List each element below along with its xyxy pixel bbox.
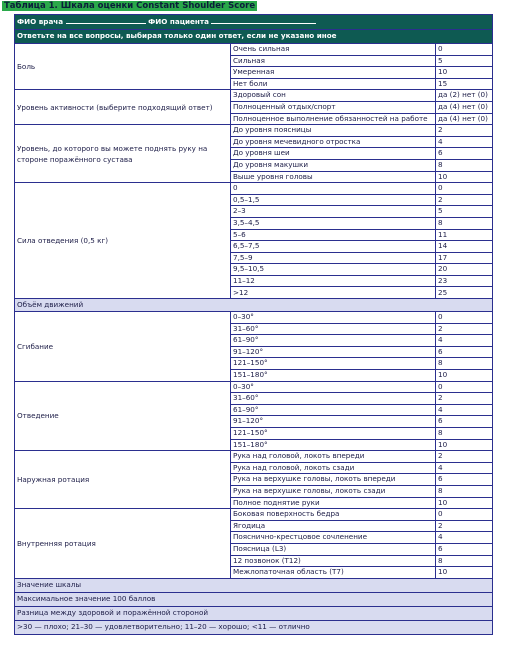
option-label: Боковая поверхность бедра bbox=[231, 509, 436, 521]
option-label: 121–150° bbox=[231, 358, 436, 370]
option-score: 4 bbox=[436, 532, 493, 544]
doctor-label: ФИО врача bbox=[17, 17, 64, 27]
option-label: До уровня поясницы bbox=[231, 125, 436, 137]
category-cell: Боль bbox=[15, 44, 231, 90]
option-score: 20 bbox=[436, 264, 493, 276]
instruction-text: Ответьте на все вопросы, выбирая только один ответ, если не указано иное bbox=[15, 30, 493, 44]
category-cell: Сила отведения (0,5 кг) bbox=[15, 183, 231, 299]
table-row bbox=[15, 183, 493, 195]
option-score: 17 bbox=[436, 252, 493, 264]
option-label: Выше уровня головы bbox=[231, 171, 436, 183]
footer-row bbox=[15, 578, 493, 592]
option-score: 8 bbox=[436, 358, 493, 370]
table-caption: Таблица 1. Шкала оценки Constant Shoulder Score bbox=[4, 1, 256, 11]
option-label: 91–120° bbox=[231, 416, 436, 428]
option-score: 10 bbox=[436, 497, 493, 509]
option-score: 23 bbox=[436, 275, 493, 287]
category-cell: Уровень, до которого вы можете поднять руку на стороне поражённого сустава bbox=[15, 125, 231, 183]
table-row bbox=[15, 44, 493, 56]
option-label: 151–180° bbox=[231, 370, 436, 382]
option-score: 5 bbox=[436, 55, 493, 67]
option-label: Сильная bbox=[231, 55, 436, 67]
option-label: Умеренная bbox=[231, 67, 436, 79]
option-label: 6,5–7,5 bbox=[231, 241, 436, 253]
footer-text: Значение шкалы bbox=[15, 578, 493, 592]
option-label: Рука на верхушке головы, локоть сзади bbox=[231, 485, 436, 497]
option-label: 2–3 bbox=[231, 206, 436, 218]
option-label: Межлопаточная область (T7) bbox=[231, 567, 436, 579]
option-score: 4 bbox=[436, 335, 493, 347]
option-score: 8 bbox=[436, 555, 493, 567]
option-score: 2 bbox=[436, 194, 493, 206]
option-score: 4 bbox=[436, 462, 493, 474]
option-score: 2 bbox=[436, 520, 493, 532]
option-label: Полноценное выполнение обязанностей на работе bbox=[231, 113, 436, 125]
option-label: 61–90° bbox=[231, 335, 436, 347]
option-score: 8 bbox=[436, 159, 493, 171]
table-row bbox=[15, 125, 493, 137]
option-label: Поясница (L3) bbox=[231, 543, 436, 555]
option-label: Очень сильная bbox=[231, 44, 436, 56]
option-score: да (4) нет (0) bbox=[436, 113, 493, 125]
option-label: 7,5–9 bbox=[231, 252, 436, 264]
option-label: Нет боли bbox=[231, 78, 436, 90]
option-score: 8 bbox=[436, 428, 493, 440]
footer-row bbox=[15, 592, 493, 606]
table-row bbox=[15, 451, 493, 463]
option-label: Пояснично-крестцовое сочленение bbox=[231, 532, 436, 544]
option-score: 4 bbox=[436, 404, 493, 416]
option-score: 10 bbox=[436, 370, 493, 382]
option-label: 12 позвонок (T12) bbox=[231, 555, 436, 567]
option-score: 6 bbox=[436, 543, 493, 555]
category-cell: Сгибание bbox=[15, 312, 231, 382]
option-label: 0 bbox=[231, 183, 436, 195]
option-score: 0 bbox=[436, 312, 493, 324]
footer-row bbox=[15, 620, 493, 634]
option-score: 11 bbox=[436, 229, 493, 241]
option-score: 6 bbox=[436, 474, 493, 486]
patient-name-line[interactable] bbox=[211, 16, 316, 24]
option-score: 6 bbox=[436, 148, 493, 160]
option-score: 0 bbox=[436, 44, 493, 56]
constant-score-table bbox=[14, 14, 493, 635]
footer-text: >30 — плохо; 21–30 — удовлетворительно; 11–20 — хорошо; <11 — отлично bbox=[15, 620, 493, 634]
option-score: 4 bbox=[436, 136, 493, 148]
option-score: да (4) нет (0) bbox=[436, 101, 493, 113]
option-score: 8 bbox=[436, 485, 493, 497]
option-score: 2 bbox=[436, 393, 493, 405]
option-label: 0,5–1,5 bbox=[231, 194, 436, 206]
option-label: До уровня макушки bbox=[231, 159, 436, 171]
option-label: 3,5–4,5 bbox=[231, 217, 436, 229]
option-score: 2 bbox=[436, 125, 493, 137]
category-cell: Уровень активности (выберите подходящий ответ) bbox=[15, 90, 231, 125]
footer-row bbox=[15, 606, 493, 620]
category-cell: Отведение bbox=[15, 381, 231, 451]
option-score: 2 bbox=[436, 451, 493, 463]
option-label: 31–60° bbox=[231, 393, 436, 405]
option-label: Рука над головой, локоть сзади bbox=[231, 462, 436, 474]
option-label: До уровня мечевидного отростка bbox=[231, 136, 436, 148]
option-label: До уровня шеи bbox=[231, 148, 436, 160]
doctor-name-line[interactable] bbox=[66, 16, 146, 24]
table-body bbox=[15, 15, 493, 635]
option-score: 5 bbox=[436, 206, 493, 218]
rom-section-title: Объём движений bbox=[15, 299, 493, 312]
option-score: 10 bbox=[436, 67, 493, 79]
option-label: 11–12 bbox=[231, 275, 436, 287]
option-score: 10 bbox=[436, 439, 493, 451]
option-label: Здоровый сон bbox=[231, 90, 436, 102]
header-row-instruction bbox=[15, 30, 493, 44]
option-score: 0 bbox=[436, 183, 493, 195]
rom-section-row bbox=[15, 299, 493, 312]
option-label: Ягодица bbox=[231, 520, 436, 532]
option-score: 10 bbox=[436, 171, 493, 183]
option-score: 8 bbox=[436, 217, 493, 229]
option-label: >12 bbox=[231, 287, 436, 299]
patient-label: ФИО пациента bbox=[148, 17, 209, 27]
option-label: 61–90° bbox=[231, 404, 436, 416]
footer-text: Максимальное значение 100 баллов bbox=[15, 592, 493, 606]
option-score: 25 bbox=[436, 287, 493, 299]
option-score: 2 bbox=[436, 323, 493, 335]
category-cell: Наружная ротация bbox=[15, 451, 231, 509]
option-label: Рука над головой, локоть впереди bbox=[231, 451, 436, 463]
header-names-cell bbox=[15, 15, 493, 30]
header-row-names bbox=[15, 15, 493, 30]
option-label: 31–60° bbox=[231, 323, 436, 335]
option-score: 0 bbox=[436, 381, 493, 393]
option-label: 91–120° bbox=[231, 346, 436, 358]
option-score: 6 bbox=[436, 416, 493, 428]
table-row bbox=[15, 509, 493, 521]
option-label: Полноценный отдых/спорт bbox=[231, 101, 436, 113]
option-score: 14 bbox=[436, 241, 493, 253]
option-score: 10 bbox=[436, 567, 493, 579]
option-label: Полное поднятие руки bbox=[231, 497, 436, 509]
option-label: 0–30° bbox=[231, 312, 436, 324]
option-score: да (2) нет (0) bbox=[436, 90, 493, 102]
option-label: 121–150° bbox=[231, 428, 436, 440]
option-label: 151–180° bbox=[231, 439, 436, 451]
option-score: 15 bbox=[436, 78, 493, 90]
option-label: 0–30° bbox=[231, 381, 436, 393]
option-label: 9,5–10,5 bbox=[231, 264, 436, 276]
table-row bbox=[15, 90, 493, 102]
table-row bbox=[15, 312, 493, 324]
table-row bbox=[15, 381, 493, 393]
option-label: 5–6 bbox=[231, 229, 436, 241]
option-label: Рука на верхушке головы, локоть впереди bbox=[231, 474, 436, 486]
footer-text: Разница между здоровой и поражённой стороной bbox=[15, 606, 493, 620]
option-score: 0 bbox=[436, 509, 493, 521]
category-cell: Внутренняя ротация bbox=[15, 509, 231, 579]
option-score: 6 bbox=[436, 346, 493, 358]
